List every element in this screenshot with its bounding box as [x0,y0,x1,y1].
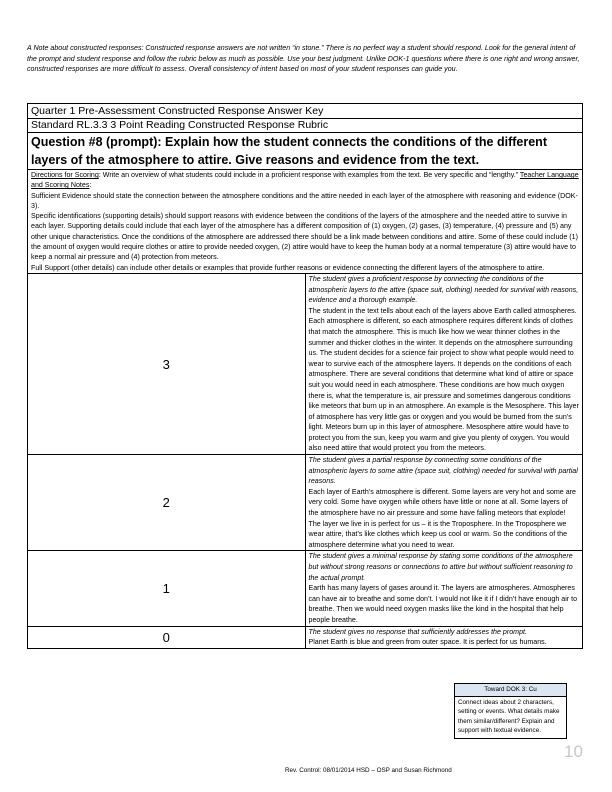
directions-label: Directions for Scoring [31,171,99,179]
score-value: 3 [28,273,306,454]
constructed-response-note: A Note about constructed responses: Constructed response answers are not written “in stone.” There is no perfect way a student should respond. Look for the general intent of the prompt and student response and follow the rubric below as much as possible. Use your best judgment. Unlike DOK-1 questions where there is one right and wrong answer, constructed responses are more difficult to assess. Overall consistency of intent based on most of your student responses can guide you. [27,44,580,74]
score-row-1 [28,551,583,626]
sample-response: The student in the text tells about each of the layers above Earth called atmospheres. Each atmosphere is different, so each atmosphere requires different kinds of clothes that match the atmosphere. This is much like how we wear thinner clothes in the summer and thicker clothes in the winter. It depends on the atmosphere surrounding us. The student decides for a science fair project to show what people would need to wear to survive each of the atmosphere layers. It depends on the conditions of each atmosphere. There are several conditions that determine what kind of attire or space suit you would need in each atmosphere. These conditions are how much oxygen there is, what the temperature is, air pressure and sometimes dangerous conditions like meteors that burn up in an atmosphere. An example is the Mesosphere. This layer of atmosphere has very little gas or oxygen and you would be burned from the sun’s light. Meteors burn up in this layer of atmosphere. Mesosphere attire would have to protect you from the sun, keep you warm and give you plenty of oxygen. You would also need attire that would protect you from the meteors. [308,306,579,453]
score-response [305,626,583,648]
directions-intro: Directions for Scoring: Write an overview of what students could include in a proficient response with examples from the text. Be very specific and “lengthy.” Teacher Language and Scoring Notes: [31,171,579,190]
score-response [305,273,583,454]
sample-response: Each layer of Earth’s atmosphere is different. Some layers are very hot and some are very cold. Some have oxygen while others have little or none at all. Some layers of the atmosphere have no air pressure and some have falling meteors that explode! The layer we live in is perfect for us – it is the Troposphere. In the Troposphere we wear attire, that’s like clothes which keep us cool or warm. So the conditions of the atmosphere determine what you need to wear. [308,487,576,549]
answer-key-title: Quarter 1 Pre-Assessment Constructed Response Answer Key [28,104,583,119]
score-response [305,455,583,551]
full-support: Full Support (other details) can include other details or examples that provide further reasons or evidence connecting the different layers of the atmosphere to attire. [31,263,545,272]
score-description: The student gives a proficient response by connecting the conditions of the atmospheric layers to the attire (space suit, clothing) needed for survival with reasons, evidence and a thorough example. [308,274,579,305]
score-row-2 [28,455,583,551]
score-row-0 [28,626,583,648]
score-value: 1 [28,551,306,626]
score-description: The student gives a partial response by connecting some conditions of the atmospheric layers to some attire (space suit, clothing) needed for survival with partial reasons. [308,456,578,486]
score-response [305,551,583,626]
sample-response: Earth has many layers of gases around it. The layers are atmospheres. Atmospheres can have air to breathe and some don’t. I would not like it if I didn’t have enough air to breathe. Then we would need oxygen masks like the kind in the hospital that help people breathe. [308,584,578,624]
question-prompt: Question #8 (prompt): Explain how the student connects the conditions of the different layers of the atmosphere to attire. Give reasons and evidence from the text. [28,133,583,170]
dok-callout-title: Toward DOK 3: Cu [455,684,566,697]
specific-identifications: Specific identifications (supporting details) should support reasons with evidence between the conditions of the layers of the atmosphere and the needed attire to survive in each layer. Supporting details could include that each layer of the atmosphere has a different composition of (1) oxygen, (2) gases, (3) temperature, (4) pressure and (5) any other unique characteristics. Once the conditions of the atmosphere are addressed there should be a link made between conditions and attire. Some of these could include (1) the amount of oxygen would require clothes or attire to provide needed oxygen, (2) attire would have to keep the human body at a normal temperature (3) attire would have to keep a normal air pressure and (4) protection from meteors. [31,212,578,262]
score-description: The student gives no response that sufficiently addresses the prompt. [308,627,527,636]
score-value: 2 [28,455,306,551]
score-description: The student gives a minimal response by stating some conditions of the atmosphere but without strong reasons or connections to attire but without sufficient reasoning to the actual prompt. [308,552,573,582]
standard-line: Standard RL.3.3 3 Point Reading Constructed Response Rubric [28,119,583,133]
answer-key-table [27,103,583,649]
score-row-3 [28,273,583,454]
sample-response: Planet Earth is blue and green from outer space. It is perfect for us humans. [308,638,547,647]
page-number: 10 [564,742,583,761]
revision-footer: Rev. Control: 08/01/2014 HSD – OSP and Susan Richmond [285,767,452,774]
dok-callout [454,683,567,739]
notes-label: Teacher Language and Scoring Notes [31,171,579,190]
dok-callout-text: Connect ideas about 2 characters, setting or events. What details make them similar/different? Explain and support with textual evidence. [458,698,560,735]
sufficient-evidence: Sufficient Evidence should state the connection between the atmosphere conditions and the attire needed in each layer of the atmosphere with reasoning and evidence (DOK-3). [31,191,578,210]
score-value: 0 [28,626,306,648]
scoring-directions [28,170,583,274]
